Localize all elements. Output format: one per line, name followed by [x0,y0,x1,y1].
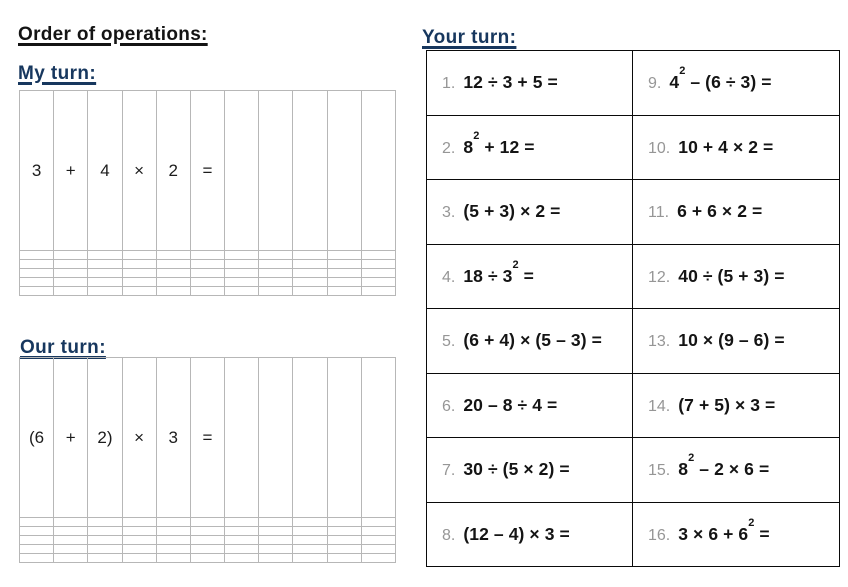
grid-cell [361,527,395,536]
grid-cell [54,536,88,545]
grid-row [20,358,396,518]
grid-cell [122,518,156,527]
grid-cell [190,527,224,536]
problem-expression: $18 \div 3^2$ = [463,258,534,286]
grid-cell [190,269,224,278]
grid-cell [327,358,361,518]
problems-row [427,438,840,503]
problem-number: 16. [648,526,671,544]
grid-cell [190,260,224,269]
grid-cell [327,545,361,554]
grid-cell [88,269,122,278]
grid-cell [122,545,156,554]
problem-cell [427,244,633,309]
problem-expression: $8^2 + 12$ = [463,129,535,157]
problems-row [427,244,840,309]
problem-cell [633,115,840,180]
grid-cell [361,278,395,287]
grid-cell [88,278,122,287]
grid-cell [190,536,224,545]
problem-number: 15. [648,462,671,480]
grid-cell [20,269,54,278]
problem-expression: $8^2 - 2 \times 6$ = [678,452,770,480]
grid-cell [225,91,259,251]
problem-cell [427,373,633,438]
your-turn-table [426,50,840,567]
grid-cell [156,269,190,278]
grid-cell [259,536,293,545]
grid-cell: = [190,358,224,518]
problems-row [427,373,840,438]
grid-cell [122,251,156,260]
grid-cell [20,278,54,287]
grid-cell [361,536,395,545]
grid-cell [225,278,259,287]
problem-cell [427,502,633,567]
problem-number: 11. [648,204,670,222]
grid-cell [259,269,293,278]
grid-cell [156,251,190,260]
grid-cell [190,554,224,563]
grid-cell [327,536,361,545]
grid-cell [156,545,190,554]
grid-row [20,287,396,296]
grid-cell [327,287,361,296]
grid-row [20,554,396,563]
grid-cell [20,287,54,296]
problem-expression: 12 ÷ 3 + 5 = [463,72,558,93]
grid-cell [156,536,190,545]
grid-cell [293,545,327,554]
grid-cell [293,269,327,278]
grid-cell [327,518,361,527]
grid-cell [122,536,156,545]
problem-expression: (5 + 3) × 2 = [463,201,561,222]
grid-cell [259,518,293,527]
problem-expression: 40 ÷ (5 + 3) = [678,265,785,286]
grid-row [20,536,396,545]
grid-cell [88,518,122,527]
problem-expression: 20 – 8 ÷ 4 = [463,394,558,415]
grid-cell [293,278,327,287]
grid-cell [20,518,54,527]
grid-cell [122,278,156,287]
grid-cell: 3 [156,358,190,518]
grid-cell [156,554,190,563]
grid-cell [361,251,395,260]
grid-cell [225,536,259,545]
grid-cell [327,251,361,260]
problem-number: 3. [442,204,456,222]
grid-cell: + [54,358,88,518]
grid-cell [259,91,293,251]
problem-expression: (12 – 4) × 3 = [463,523,570,544]
grid-row [20,278,396,287]
grid-cell [156,278,190,287]
grid-cell [259,260,293,269]
grid-cell [259,545,293,554]
grid-cell [259,287,293,296]
grid-cell [259,278,293,287]
grid-cell: × [122,91,156,251]
grid-cell [54,554,88,563]
grid-cell [190,287,224,296]
grid-cell: 4 [88,91,122,251]
grid-cell [225,260,259,269]
problem-cell [633,51,840,116]
grid-cell [122,260,156,269]
grid-cell [361,269,395,278]
problem-number: 5. [442,333,456,351]
problem-expression: $3 \times 6 + 6^2$ = [678,516,770,544]
grid-cell [54,518,88,527]
grid-cell: 3 [20,91,54,251]
problem-cell [633,180,840,245]
problem-number: 7. [442,462,456,480]
grid-cell [361,91,395,251]
grid-cell [225,554,259,563]
grid-cell: × [122,358,156,518]
grid-cell [54,287,88,296]
grid-cell [54,278,88,287]
grid-cell [122,287,156,296]
grid-cell [293,251,327,260]
problem-cell [427,115,633,180]
problem-number: 9. [648,75,662,93]
grid-row [20,527,396,536]
grid-cell [225,287,259,296]
problem-number: 1. [442,75,456,93]
grid-cell [361,554,395,563]
problem-number: 13. [648,333,671,351]
problem-number: 10. [648,139,671,157]
grid-cell [361,518,395,527]
problems-row [427,180,840,245]
your-turn-heading: Your turn: [422,26,517,48]
grid-row [20,269,396,278]
grid-cell [20,545,54,554]
grid-cell [190,251,224,260]
grid-cell [293,527,327,536]
problem-cell [427,180,633,245]
grid-cell [327,269,361,278]
grid-row [20,251,396,260]
problem-expression: 6 + 6 × 2 = [677,201,763,222]
problems-row [427,502,840,567]
grid-cell [225,269,259,278]
grid-row [20,518,396,527]
problem-cell [427,51,633,116]
grid-cell [88,260,122,269]
grid-cell [156,260,190,269]
grid-cell [293,554,327,563]
grid-cell [88,287,122,296]
grid-cell [20,536,54,545]
page-title: Order of operations: [18,23,208,45]
grid-cell [293,358,327,518]
grid-cell: = [190,91,224,251]
problem-expression: $4^2 - (6 \div 3)$ = [669,65,772,93]
problem-number: 12. [648,268,671,286]
grid-cell [361,545,395,554]
grid-cell [259,358,293,518]
grid-cell [293,536,327,545]
grid-cell [293,518,327,527]
grid-cell [156,518,190,527]
grid-cell [122,527,156,536]
grid-cell [225,527,259,536]
grid-cell [122,554,156,563]
grid-cell [225,518,259,527]
problem-number: 4. [442,268,456,286]
grid-cell: 2 [156,91,190,251]
grid-cell [327,554,361,563]
grid-cell [88,527,122,536]
grid-cell [88,545,122,554]
grid-cell [54,260,88,269]
grid-cell [190,518,224,527]
problem-number: 8. [442,526,456,544]
my-turn-heading: My turn: [18,62,97,84]
grid-row [20,91,396,251]
grid-cell [88,554,122,563]
grid-cell [156,287,190,296]
problem-expression: (6 + 4) × (5 – 3) = [463,330,602,351]
grid-cell [20,554,54,563]
grid-cell [259,251,293,260]
grid-cell [54,545,88,554]
grid-row [20,545,396,554]
grid-cell [259,554,293,563]
grid-cell [190,545,224,554]
grid-cell [54,269,88,278]
grid-cell [122,269,156,278]
grid-cell [156,527,190,536]
grid-cell [54,251,88,260]
grid-cell [327,527,361,536]
problem-expression: 10 + 4 × 2 = [678,136,774,157]
grid-cell [293,260,327,269]
problem-cell [633,309,840,374]
problems-body [427,51,840,567]
grid-cell [327,260,361,269]
grid-cell [327,91,361,251]
problem-number: 2. [442,139,456,157]
problem-expression: 30 ÷ (5 × 2) = [463,459,570,480]
grid-cell [20,260,54,269]
our-turn-heading: Our turn: [20,336,106,358]
problems-row [427,115,840,180]
grid-cell [20,527,54,536]
grid-cell [361,260,395,269]
grid-row [20,260,396,269]
grid-cell: 2) [88,358,122,518]
problem-cell [633,502,840,567]
problem-cell [427,438,633,503]
grid-cell [327,278,361,287]
grid-cell [361,287,395,296]
problem-expression: (7 + 5) × 3 = [678,394,776,415]
grid-cell [293,91,327,251]
grid-cell [225,251,259,260]
problem-cell [633,373,840,438]
grid-cell [54,527,88,536]
problem-number: 14. [648,397,671,415]
grid-cell [190,278,224,287]
grid-cell [225,358,259,518]
our-turn-grid [19,357,396,563]
grid-cell [88,536,122,545]
problems-row [427,309,840,374]
grid-cell [20,251,54,260]
grid-cell: (6 [20,358,54,518]
grid-cell [225,545,259,554]
grid-cell [88,251,122,260]
grid-cell [361,358,395,518]
grid-cell [259,527,293,536]
grid-cell: + [54,91,88,251]
problems-row [427,51,840,116]
my-turn-grid [19,90,396,296]
problem-number: 6. [442,397,456,415]
problem-cell [633,438,840,503]
problem-expression: 10 × (9 – 6) = [678,330,785,351]
problem-cell [633,244,840,309]
problem-cell [427,309,633,374]
grid-cell [293,287,327,296]
